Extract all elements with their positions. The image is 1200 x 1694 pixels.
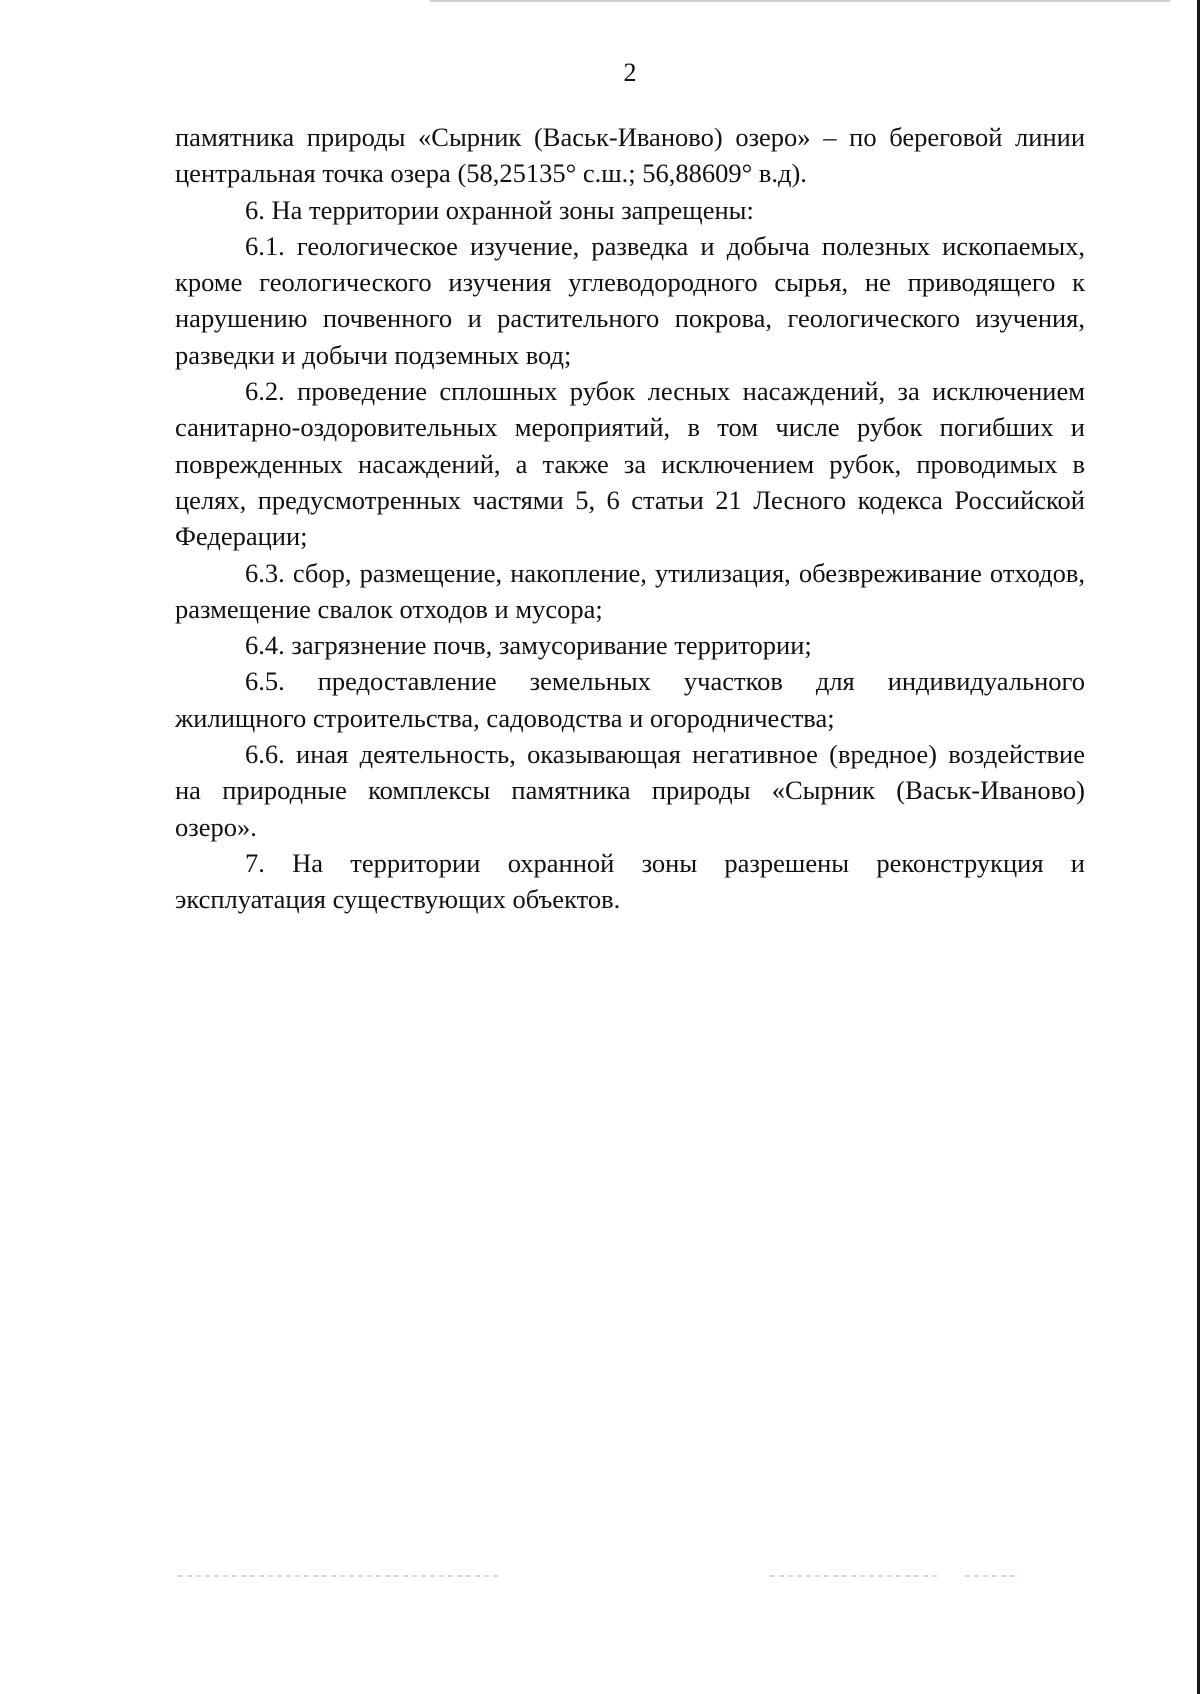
scan-artifact [965, 1575, 1020, 1577]
paragraph-continuation: памятника природы «Сырник (Васьк-Иваново) озеро» – по береговой линии центральная точка озера (58,25135° с.ш.; 56,88609° в.д). [175, 122, 1085, 189]
paragraph-6-2: 6.2. проведение сплошных рубок лесных насаждений, за исключением санитарно-оздоровительных мероприятий, в том числе рубок погибших и поврежденных насаждений, а также за исключением рубок, проводимых в целях, предусмотренных частями 5, 6 статьи 21 Лесного кодекса Российской Федерации; [175, 376, 1085, 552]
paragraph-6-3: 6.3. сбор, размещение, накопление, утилизация, обезвреживание отходов, размещение свалок отходов и мусора; [175, 557, 1085, 624]
paragraph-6-6: 6.6. иная деятельность, оказывающая негативное (вредное) воздействие на природные комплексы памятника природы «Сырник (Васьк-Иваново) озеро». [175, 739, 1085, 842]
scan-top-edge [430, 0, 1170, 2]
page-number: 2 [623, 58, 637, 87]
paragraph-6-4: 6.4. загрязнение почв, замусоривание территории; [245, 630, 812, 661]
paragraph-6-5: 6.5. предоставление земельных участков для индивидуального жилищного строительства, садоводства и огородничества; [175, 666, 1085, 733]
scan-artifact [178, 1575, 498, 1577]
paragraph-6: 6. На территории охранной зоны запрещены: [245, 194, 754, 225]
paragraph-7: 7. На территории охранной зоны разрешены реконструкция и эксплуатация существующих объектов. [175, 847, 1085, 915]
paragraph-6-1: 6.1. геологическое изучение, разведка и добыча полезных ископаемых, кроме геологического изучения углеводородного сырья, не приводящего к нарушению почвенного и растительного покрова, геологического изучения, разведки и добычи подземных вод; [175, 230, 1085, 370]
document-body [175, 119, 1085, 918]
scan-artifact [770, 1575, 940, 1577]
